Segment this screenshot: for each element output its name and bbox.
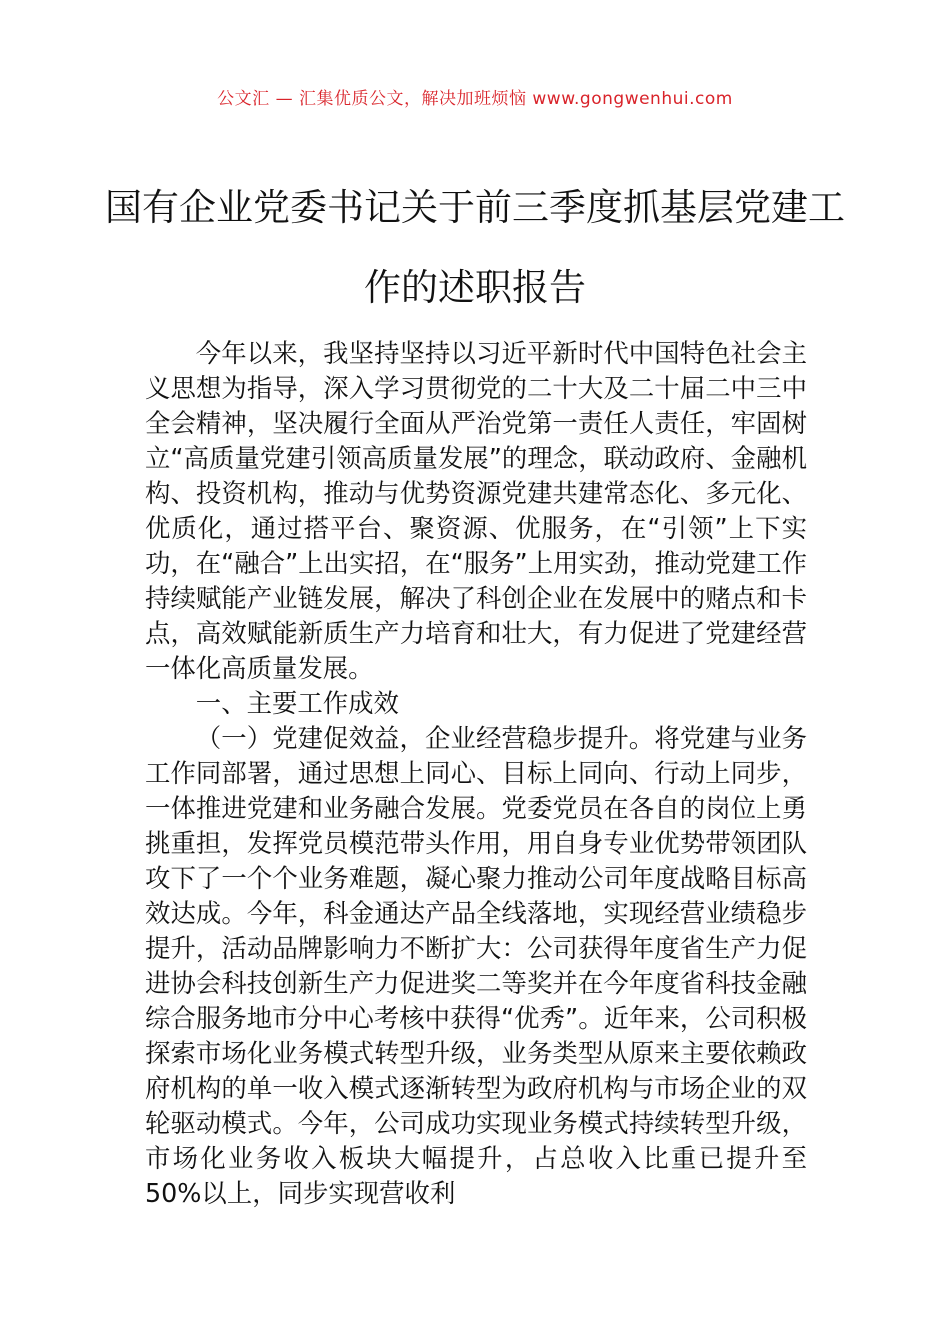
document-title: 国有企业党委书记关于前三季度抓基层党建工作的述职报告 — [105, 186, 845, 309]
intro-paragraph: 今年以来，我坚持坚持以习近平新时代中国特色社会主义思想为指导，深入学习贯彻党的二十大及二十届二中三中全会精神，坚决履行全面从严治党第一责任人责任，牢固树立“高质量党建引领高质量发展”的理念，联动政府、金融机构、投资机构，推动与优势资源党建共建常态化、多元化、优质化，通过搭平台、聚资源、优服务，在“引领”上下实功，在“融合”上出实招，在“服务”上用实劲，推动党建工作持续赋能产业链发展，解决了科创企业在发展中的赌点和卡点，高效赋能新质生产力培育和壮大，有力促进了党建经营一体化高质量发展。 — [145, 338, 807, 683]
site-banner: 公文汇 — 汇集优质公文，解决加班烦恼 www.gongwenhui.com — [217, 89, 733, 109]
document-body — [145, 336, 807, 1211]
body-paragraph: （一）党建促效益，企业经营稳步提升。将党建与业务工作同部署，通过思想上同心、目标上同向、行动上同步，一体推进党建和业务融合发展。党委党员在各自的岗位上勇挑重担，发挥党员模范带头作用，用自身专业优势带领团队攻下了一个个业务难题，凝心聚力推动公司年度战略目标高效达成。今年，科金通达产品全线落地，实现经营业绩稳步提升，活动品牌影响力不断扩大：公司获得年度省生产力促进协会科技创新生产力促进奖二等奖并在今年度省科技金融综合服务地市分中心考核中获得“优秀”。近年来，公司积极探索市场化业务模式转型升级，业务类型从原来主要依赖政府机构的单一收入模式逐渐转型为政府机构与市场企业的双轮驱动模式。今年，公司成功实现业务模式持续转型升级，市场化业务收入板块大幅提升，占总收入比重已提升至50%以上，同步实现营收利 — [145, 723, 807, 1208]
section-heading: 一、主要工作成效 — [195, 688, 399, 718]
